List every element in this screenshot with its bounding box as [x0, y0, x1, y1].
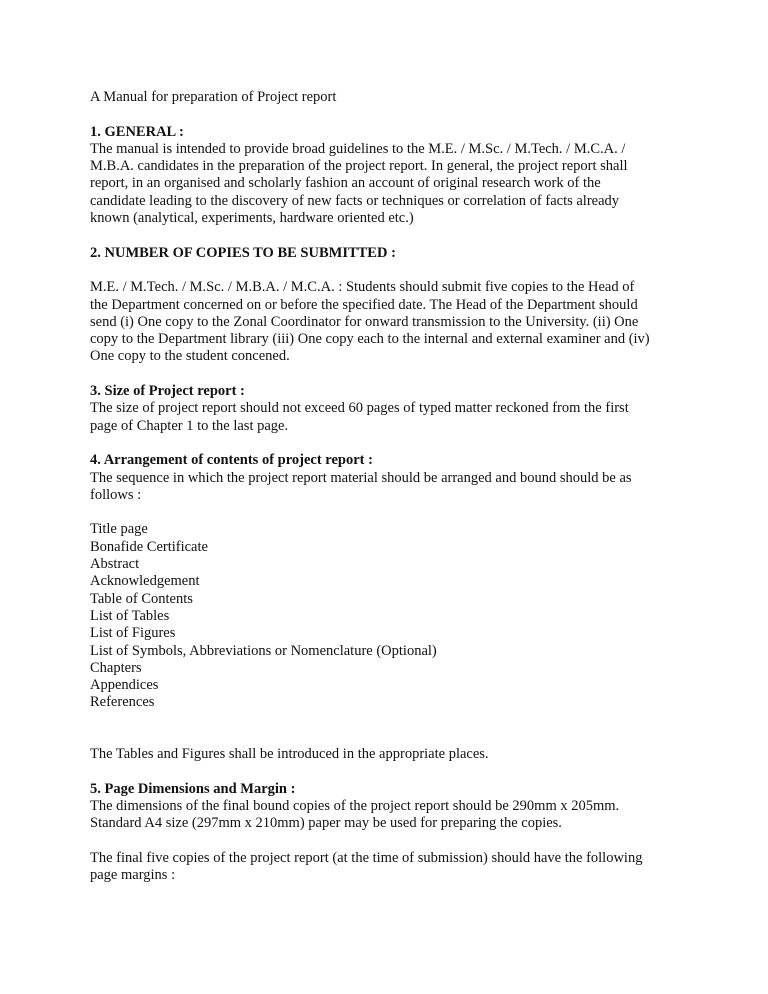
document-title: A Manual for preparation of Project report	[90, 89, 337, 105]
paragraph-line: report, in an organised and scholarly fashion an account of original research work of the	[90, 175, 601, 192]
paragraph-line: The size of project report should not exceed 60 pages of typed matter reckoned from the first	[90, 400, 629, 417]
section-heading-copies: 2. NUMBER OF COPIES TO BE SUBMITTED :	[90, 244, 396, 261]
paragraph-line: copy to the Department library (iii) One copy each to the internal and external examiner and (iv)	[90, 331, 650, 348]
document-page	[90, 89, 690, 885]
list-item: Table of Contents	[90, 590, 193, 607]
paragraph-line: The sequence in which the project report material should be arranged and bound should be as	[90, 469, 632, 486]
paragraph-line: The manual is intended to provide broad guidelines to the M.E. / M.Sc. / M.Tech. / M.C.A. /	[90, 140, 626, 157]
paragraph-line: page of Chapter 1 to the last page.	[90, 417, 289, 434]
list-item: Abstract	[90, 556, 140, 573]
spacer	[90, 764, 690, 781]
spacer	[90, 366, 690, 383]
list-item: References	[90, 694, 155, 711]
section-heading-size: 3. Size of Project report :	[90, 383, 245, 400]
list-item: Appendices	[90, 677, 159, 694]
spacer	[90, 729, 690, 746]
paragraph-line: The final five copies of the project report (at the time of submission) should have the following	[90, 850, 643, 867]
paragraph-line: M.E. / M.Tech. / M.Sc. / M.B.A. / M.C.A. : Students should submit five copies to the Head of	[90, 279, 635, 296]
paragraph-line: known (analytical, experiments, hardware oriented etc.)	[90, 210, 414, 227]
paragraph-line: follows :	[90, 486, 142, 503]
paragraph-line: candidate leading to the discovery of new facts or techniques or correlation of facts already	[90, 192, 620, 209]
paragraph-line: The Tables and Figures shall be introduced in the appropriate places.	[90, 746, 489, 763]
list-item: List of Tables	[90, 607, 170, 624]
spacer	[90, 504, 690, 521]
list-item: Acknowledgement	[90, 573, 200, 590]
paragraph-line: M.B.A. candidates in the preparation of the project report. In general, the project report shall	[90, 158, 628, 175]
spacer	[90, 227, 690, 244]
paragraph-line: the Department concerned on or before the specified date. The Head of the Department should	[90, 296, 638, 313]
section-heading-dimensions: 5. Page Dimensions and Margin :	[90, 780, 296, 797]
list-item: List of Figures	[90, 625, 176, 642]
spacer	[90, 435, 690, 452]
section-heading-general: 1. GENERAL :	[90, 123, 184, 140]
spacer	[90, 712, 690, 729]
list-item: Chapters	[90, 659, 142, 676]
list-item: Title page	[90, 521, 148, 538]
paragraph-line: page margins :	[90, 867, 176, 884]
spacer	[90, 262, 690, 279]
list-item: Bonafide Certificate	[90, 538, 208, 555]
spacer	[90, 106, 690, 123]
spacer	[90, 833, 690, 850]
paragraph-line: One copy to the student concened.	[90, 348, 290, 365]
section-heading-arrangement: 4. Arrangement of contents of project report :	[90, 452, 373, 469]
paragraph-line: send (i) One copy to the Zonal Coordinator for onward transmission to the University. (ii) One	[90, 313, 639, 330]
list-item: List of Symbols, Abbreviations or Nomenclature (Optional)	[90, 642, 437, 659]
paragraph-line: Standard A4 size (297mm x 210mm) paper may be used for preparing the copies.	[90, 815, 562, 832]
paragraph-line: The dimensions of the final bound copies of the project report should be 290mm x 205mm.	[90, 798, 620, 815]
